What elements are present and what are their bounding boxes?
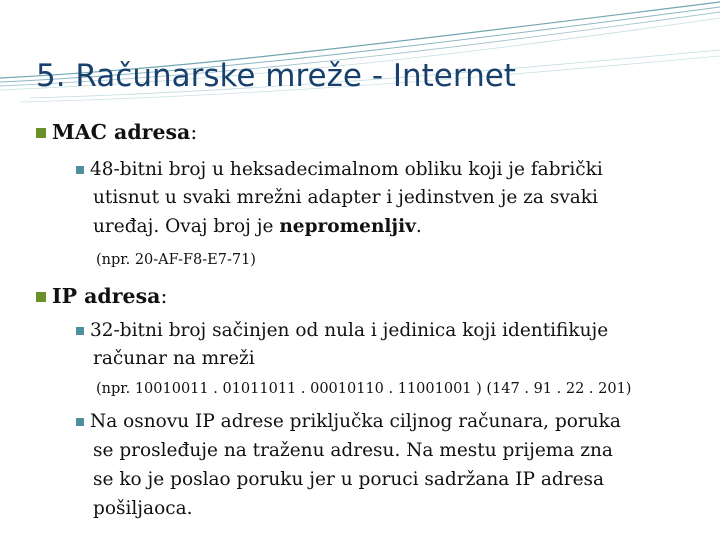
ip-heading [36,284,167,308]
square-bullet-icon [76,418,84,426]
mac-example: (npr. 20-AF-F8-E7-71) [96,252,256,268]
ip-note-line [93,498,192,519]
mac-description-line [76,159,603,180]
ip-note-line [93,440,613,461]
ip-note-line3: se ko je poslao poruku jer u poruci sadržana IP adresa [93,469,605,490]
mac-description-line [93,187,598,208]
mac-line3-suffix: . [415,216,422,237]
ip-line2: računar na mreži [93,348,255,369]
ip-label: IP adresa [52,284,161,308]
square-bullet-icon [76,327,84,335]
slide-title: 5. Računarske mreže - Internet [36,58,516,94]
mac-line3-prefix: uređaj. Ovaj broj je [93,216,280,237]
mac-description-line [93,216,422,237]
mac-colon: : [190,120,198,144]
mac-line2: utisnut u svaki mrežni adapter i jedinstven je za svaki [93,187,598,208]
ip-note-line [76,411,621,432]
mac-heading [36,120,197,144]
ip-example: (npr. 10010011 . 01011011 . 00010110 . 11001001 ) (147 . 91 . 22 . 201) [96,381,632,397]
ip-colon: : [160,284,168,308]
mac-label: MAC adresa [52,120,191,144]
ip-note-line4: pošiljaoca. [93,498,193,519]
ip-description-line [93,348,255,369]
ip-note-line [93,469,604,490]
mac-line1: 48-bitni broj u heksadecimalnom obliku koji je fabrički [90,159,603,180]
square-bullet-icon [36,292,46,302]
mac-line3-bold: nepromenljiv [279,216,416,237]
ip-line1: 32-bitni broj sačinjen od nula i jedinica koji identifikuje [90,320,609,341]
square-bullet-icon [76,166,84,174]
ip-note-line2: se prosleđuje na traženu adresu. Na mestu prijema zna [93,440,613,461]
ip-description-line [76,320,608,341]
ip-note-line1: Na osnovu IP adrese priključka ciljnog računara, poruka [90,411,621,432]
square-bullet-icon [36,128,46,138]
